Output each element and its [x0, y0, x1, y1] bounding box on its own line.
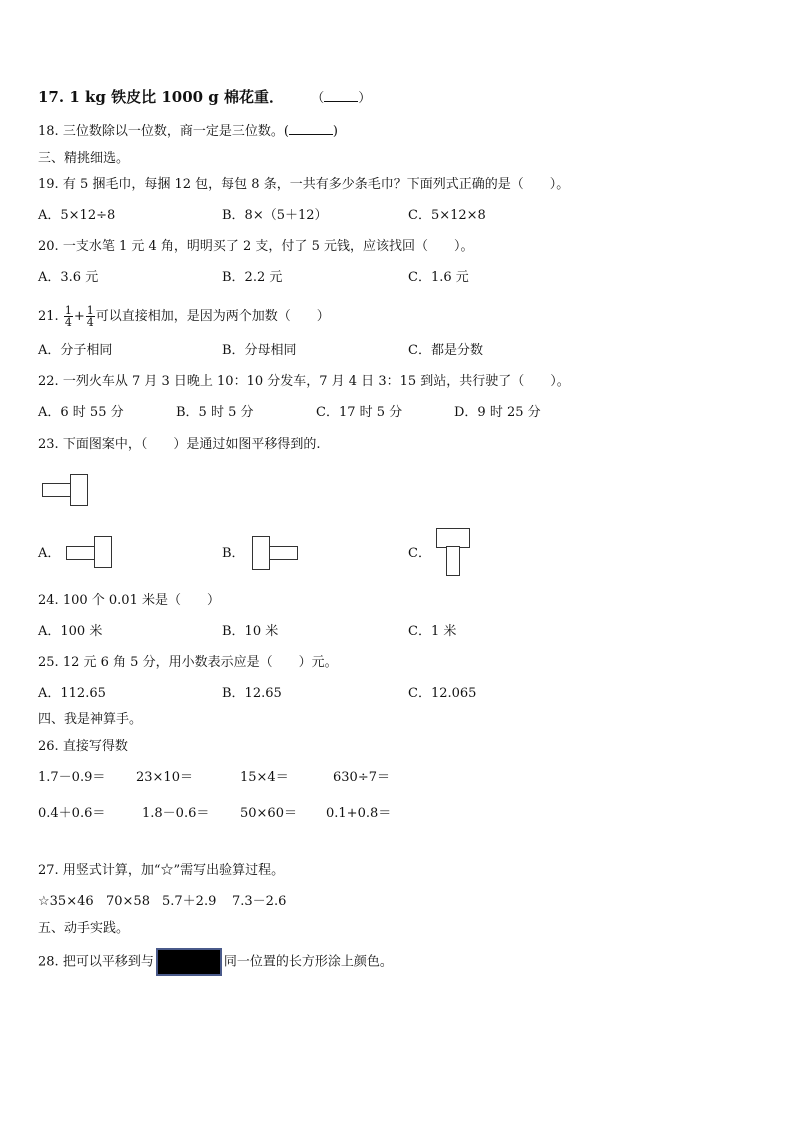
- calc-item: 50×60＝: [240, 806, 297, 821]
- question-28: [38, 948, 393, 977]
- question-text: 12 元 6 角 5 分，用小数表示应是（ ）元。: [62, 655, 338, 670]
- question-number: 22.: [38, 374, 59, 389]
- question-text-before: 把可以平移到与: [62, 954, 154, 970]
- section-4-heading: 四、我是神算手。: [38, 712, 143, 727]
- question-18: [38, 123, 338, 141]
- plus-sign: +: [73, 309, 85, 324]
- calc-item: 1.7－0.9＝: [38, 770, 106, 785]
- question-text: 100 个 0.01 米是（ ）: [62, 593, 220, 608]
- question-number: 21.: [38, 309, 59, 324]
- option-b[interactable]: B．5 时 5 分: [176, 405, 254, 420]
- answer-paren-open: （: [311, 91, 325, 106]
- answer-paren-close: ）: [358, 91, 372, 106]
- option-b[interactable]: B．12.65: [222, 686, 282, 701]
- calc-item: 7.3－2.6: [232, 894, 287, 909]
- question-text: 下面图案中，（ ）是通过如图平移得到的.: [62, 437, 321, 452]
- question-number: 17.: [38, 88, 65, 106]
- question-text: 用竖式计算，加“☆”需写出验算过程。: [62, 863, 285, 878]
- option-a[interactable]: A．: [38, 546, 61, 561]
- question-25: [38, 654, 338, 672]
- option-a-shape[interactable]: [66, 536, 116, 570]
- question-number: 28.: [38, 954, 59, 970]
- reference-black-rectangle: [156, 948, 222, 976]
- question-number: 19.: [38, 177, 59, 192]
- calc-item: 15×4＝: [240, 770, 289, 785]
- question-26: [38, 738, 128, 756]
- question-19: [38, 176, 569, 194]
- question-text: 有 5 捆毛巾，每捆 12 包，每包 8 条，一共有多少条毛巾？下面列式正确的是（ ）。: [62, 177, 570, 192]
- question-number: 18.: [38, 124, 59, 139]
- question-text: 直接写得数: [62, 739, 128, 754]
- option-c[interactable]: C．17 时 5 分: [316, 405, 403, 420]
- question-20: [38, 238, 473, 256]
- calc-item: 630÷7＝: [333, 770, 390, 785]
- question-text: 可以直接相加，是因为两个加数（ ）: [95, 309, 330, 324]
- option-b[interactable]: B．8×（5＋12）: [222, 208, 328, 223]
- calc-item: 23×10＝: [136, 770, 193, 785]
- answer-blank[interactable]: [324, 101, 358, 102]
- question-number: 20.: [38, 239, 59, 254]
- option-a[interactable]: A．6 时 55 分: [38, 405, 124, 420]
- calc-item: 0.4＋0.6＝: [38, 806, 106, 821]
- option-c[interactable]: C．12.065: [408, 686, 477, 701]
- question-text: 三位数除以一位数，商一定是三位数。(: [62, 124, 289, 139]
- question-27: [38, 862, 284, 880]
- answer-blank[interactable]: [289, 134, 333, 135]
- question-text: 1 kg 铁皮比 1000 g 棉花重．: [69, 88, 285, 106]
- answer-paren-close: ): [332, 124, 338, 139]
- fraction-one-quarter: $\frac{1}{4}$: [64, 304, 72, 329]
- option-c[interactable]: C．: [408, 546, 431, 561]
- question-number: 27.: [38, 863, 59, 878]
- question-22: [38, 373, 570, 391]
- question-text: 一支水笔 1 元 4 角，明明买了 2 支，付了 5 元钱，应该找回（ ）。: [62, 239, 474, 254]
- option-b-shape[interactable]: [252, 536, 302, 570]
- section-5-heading: 五、动手实践。: [38, 921, 130, 936]
- option-c[interactable]: C．1.6 元: [408, 270, 469, 285]
- option-a[interactable]: A．3.6 元: [38, 270, 99, 285]
- question-17: [38, 88, 371, 108]
- fraction-one-quarter: $\frac{1}{4}$: [86, 304, 94, 329]
- option-a[interactable]: A．分子相同: [38, 343, 113, 358]
- calc-item: 70×58: [106, 894, 150, 909]
- calc-item: 5.7＋2.9: [162, 894, 217, 909]
- option-d[interactable]: D．9 时 25 分: [454, 405, 541, 420]
- option-a[interactable]: A．112.65: [38, 686, 106, 701]
- question-number: 25.: [38, 655, 59, 670]
- option-c[interactable]: C．1 米: [408, 624, 457, 639]
- question-number: 26.: [38, 739, 59, 754]
- question-24: [38, 592, 220, 610]
- option-b[interactable]: B．分母相同: [222, 343, 297, 358]
- option-a[interactable]: A．100 米: [38, 624, 103, 639]
- calc-item: 0.1+0.8＝: [326, 806, 392, 821]
- option-b[interactable]: B．10 米: [222, 624, 279, 639]
- section-3-heading: 三、精挑细选。: [38, 151, 130, 166]
- option-b[interactable]: B．: [222, 546, 245, 561]
- calc-item: ☆35×46: [38, 894, 94, 909]
- option-c[interactable]: C．5×12×8: [408, 208, 486, 223]
- question-23: [38, 436, 320, 454]
- question-text: 一列火车从 7 月 3 日晚上 10：10 分发车，7 月 4 日 3：15 到站，共行驶了（ ）。: [62, 374, 570, 389]
- reference-shape: [42, 474, 92, 506]
- option-a[interactable]: A．5×12÷8: [38, 208, 116, 223]
- option-b[interactable]: B．2.2 元: [222, 270, 283, 285]
- option-c-shape[interactable]: [436, 528, 472, 578]
- option-c[interactable]: C．都是分数: [408, 343, 483, 358]
- question-number: 24.: [38, 593, 59, 608]
- question-number: 23.: [38, 437, 59, 452]
- question-21: [38, 300, 330, 334]
- question-text-after: 同一位置的长方形涂上颜色。: [223, 954, 393, 970]
- calc-item: 1.8－0.6＝: [142, 806, 210, 821]
